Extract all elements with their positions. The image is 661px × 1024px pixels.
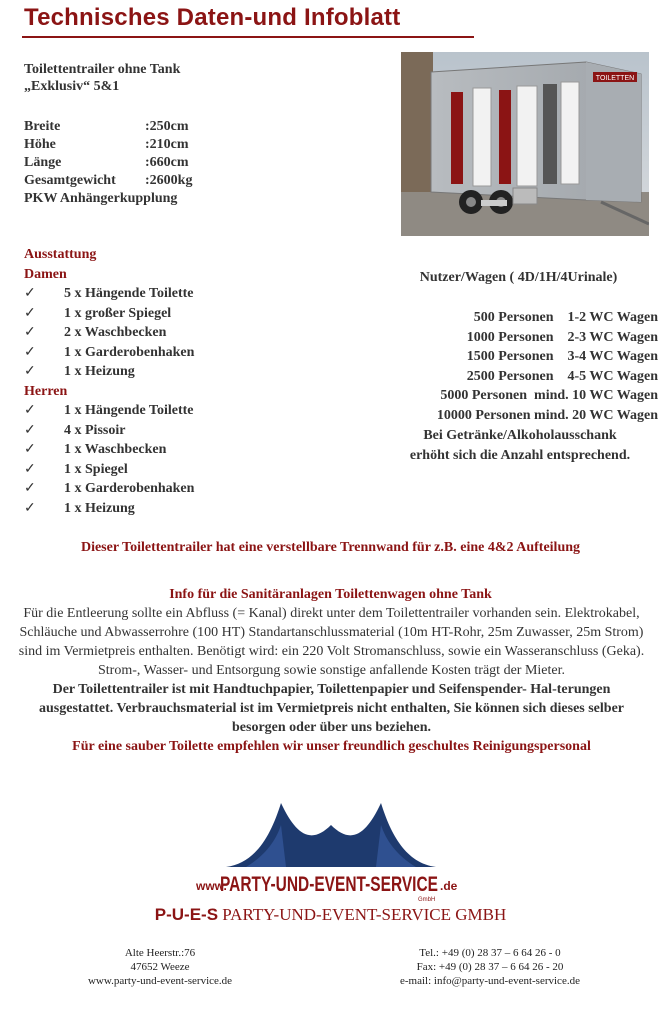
list-item-text: 1 x Heizung bbox=[64, 364, 135, 379]
list-item-text: 1 x großer Spiegel bbox=[64, 305, 172, 321]
logo-name: PARTY-UND-EVENT-SERVICE bbox=[220, 873, 438, 896]
spec-label: Breite bbox=[24, 119, 61, 134]
list-item-text: 2 x Waschbecken bbox=[64, 325, 167, 340]
spec-row-width bbox=[24, 118, 192, 136]
checkmark-icon: ✓ bbox=[24, 305, 36, 321]
trailer-illustration bbox=[401, 52, 649, 236]
spec-row-length bbox=[24, 154, 192, 172]
page-title: Technisches Daten-und Infoblatt bbox=[24, 4, 401, 31]
logo-prefix: www. bbox=[196, 879, 227, 893]
capacity-note-line-2: erhöht sich die Anzahl entsprechend. bbox=[409, 447, 631, 463]
list-item bbox=[24, 440, 194, 460]
title-underline bbox=[22, 36, 474, 38]
persons-cell: 5000 Personen bbox=[440, 388, 528, 404]
address-street: Alte Heerstr.:76 bbox=[124, 947, 196, 959]
list-item bbox=[24, 479, 194, 499]
spec-table bbox=[24, 118, 192, 208]
checkmark-icon: ✓ bbox=[24, 461, 36, 477]
checkmark-icon: ✓ bbox=[24, 403, 36, 418]
website-link[interactable]: www.party-und-event-service.de bbox=[87, 975, 233, 987]
checkmark-icon: ✓ bbox=[24, 481, 36, 496]
trailer-brand-text: TOILETTEN bbox=[595, 75, 635, 82]
checkmark-icon: ✓ bbox=[24, 344, 36, 360]
address-block bbox=[70, 946, 250, 988]
phone-number: Tel.: +49 (0) 28 37 – 6 64 26 - 0 bbox=[419, 947, 561, 959]
capacity-note-line-1: Bei Getränke/Alkoholausschank bbox=[423, 428, 617, 443]
list-item bbox=[24, 323, 194, 343]
cleaning-recommendation: Für eine sauber Toilette empfehlen wir unser freundlich geschultes Reinigungspersonal bbox=[72, 739, 591, 754]
checkmark-icon: ✓ bbox=[24, 364, 36, 379]
info-text bbox=[18, 604, 645, 756]
table-row bbox=[382, 347, 658, 367]
table-row bbox=[382, 367, 658, 387]
spec-value: :660cm bbox=[145, 155, 189, 170]
company-short: P-U-E-S bbox=[154, 905, 219, 924]
ladies-heading: Damen bbox=[24, 266, 67, 282]
info-paragraph: Für die Entleerung sollte ein Abfluss (= Kanal) direkt unter dem Toilettentrailer vorhanden sein. Elektrokabel, Schläuche und Abwasserrohre (100 HT) Standartanschlussmaterial (10m HT-Rohr, 25m Zuwasser, 25m Strom) sind im Vermietpreis enthalten. Benötigt wird: ein 220 Volt Stromanschluss, sowie ein Wasseranschluss (Geka). Strom-, Wasser- und Entsorgung sowie sonstige anfallende Kosten trägt der Mieter. bbox=[18, 606, 645, 678]
checkmark-icon: ✓ bbox=[24, 422, 36, 438]
trailer-photo bbox=[401, 52, 649, 236]
spec-label: Höhe bbox=[24, 137, 56, 152]
table-row bbox=[382, 406, 658, 426]
list-item-text: 1 x Spiegel bbox=[64, 461, 128, 477]
capacity-note bbox=[382, 426, 658, 465]
email-link[interactable]: e-mail: info@party-und-event-service.de bbox=[400, 975, 580, 987]
list-item bbox=[24, 460, 194, 480]
wagons-cell: 1-2 WC Wagen bbox=[567, 310, 658, 325]
info-bold-paragraph: Der Toilettentrailer ist mit Handtuchpapier, Toilettenpapier und Seifenspender- Hal-terungen ausgestattet. Verbrauchsmaterial ist im Vermietpreis nicht enthalten, Sie können sich dieses selber besorgen oder über uns beziehen. bbox=[39, 682, 624, 735]
contact-block bbox=[370, 946, 610, 988]
fax-number: Fax: +49 (0) 28 37 – 6 64 26 - 20 bbox=[416, 961, 564, 973]
spec-row-weight bbox=[24, 172, 192, 190]
logo-suffix: .de bbox=[440, 879, 458, 893]
spec-label: Gesamtgewicht bbox=[24, 173, 116, 188]
persons-cell: 1500 Personen bbox=[466, 349, 554, 365]
checkmark-icon: ✓ bbox=[24, 500, 36, 516]
table-row bbox=[382, 328, 658, 348]
list-item bbox=[24, 421, 194, 441]
list-item bbox=[24, 304, 194, 324]
info-heading: Info für die Sanitäranlagen Toilettenwagen ohne Tank bbox=[169, 587, 492, 602]
equipment-heading: Ausstattung bbox=[24, 247, 97, 262]
men-heading: Herren bbox=[24, 383, 68, 399]
spec-value: :250cm bbox=[145, 119, 189, 134]
company-line bbox=[0, 905, 661, 925]
persons-cell: 1000 Personen bbox=[466, 329, 554, 345]
partition-notice: Dieser Toilettentrailer hat eine verstellbare Trennwand für z.B. eine 4&2 Aufteilung bbox=[80, 540, 581, 555]
spec-row-height bbox=[24, 136, 192, 154]
list-item-text: 1 x Waschbecken bbox=[64, 442, 167, 457]
list-item-text: 1 x Garderobenhaken bbox=[64, 344, 195, 360]
list-item-text: 5 x Hängende Toilette bbox=[64, 286, 194, 301]
spec-value: :2600kg bbox=[145, 173, 193, 188]
list-item bbox=[24, 499, 194, 519]
company-logo bbox=[186, 795, 476, 905]
table-row bbox=[382, 386, 658, 406]
checkmark-icon: ✓ bbox=[24, 286, 36, 301]
list-item-text: 4 x Pissoir bbox=[64, 422, 126, 438]
spec-label: Länge bbox=[24, 155, 62, 170]
tent-logo-icon bbox=[186, 795, 476, 905]
checkmark-icon: ✓ bbox=[24, 442, 36, 457]
coupling-note: PKW Anhängerkupplung bbox=[24, 191, 178, 206]
logo-gmbh: GmbH bbox=[418, 897, 436, 903]
table-row bbox=[382, 308, 658, 328]
product-line-2: „Exklusiv“ 5&1 bbox=[24, 79, 120, 94]
wagons-cell: 2-3 WC Wagen bbox=[567, 329, 658, 345]
wagons-cell: mind. 10 WC Wagen bbox=[534, 388, 658, 404]
list-item-text: 1 x Heizung bbox=[64, 500, 135, 516]
persons-cell: 2500 Personen bbox=[466, 368, 554, 384]
persons-cell: 500 Personen bbox=[473, 310, 554, 325]
persons-cell: 10000 Personen bbox=[436, 407, 531, 423]
wagons-cell: 4-5 WC Wagen bbox=[567, 368, 658, 384]
list-item bbox=[24, 343, 194, 363]
list-item bbox=[24, 284, 194, 304]
list-item bbox=[24, 401, 194, 421]
spec-value: :210cm bbox=[145, 137, 189, 152]
address-city: 47652 Weeze bbox=[130, 961, 190, 973]
list-item-text: 1 x Garderobenhaken bbox=[64, 481, 195, 496]
capacity-table bbox=[382, 308, 658, 426]
list-item bbox=[24, 362, 194, 382]
capacity-caption: Nutzer/Wagen ( 4D/1H/4Urinale) bbox=[419, 270, 618, 285]
product-line-1: Toilettentrailer ohne Tank bbox=[24, 62, 181, 77]
list-item-text: 1 x Hängende Toilette bbox=[64, 403, 194, 418]
wagons-cell: mind. 20 WC Wagen bbox=[534, 407, 658, 423]
wagons-cell: 3-4 WC Wagen bbox=[567, 349, 658, 365]
product-name bbox=[24, 61, 180, 95]
checkmark-icon: ✓ bbox=[24, 325, 36, 340]
equipment-list bbox=[24, 245, 194, 518]
company-name: PARTY-UND-EVENT-SERVICE GMBH bbox=[222, 905, 507, 924]
